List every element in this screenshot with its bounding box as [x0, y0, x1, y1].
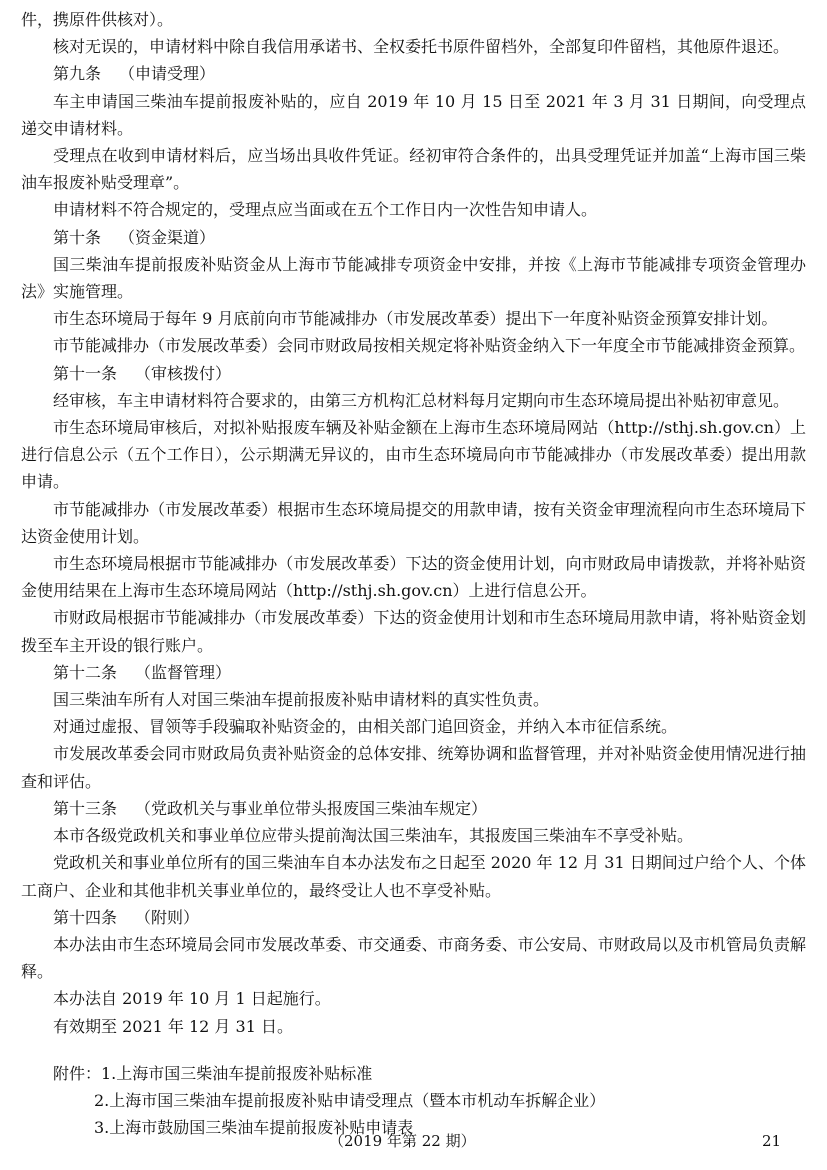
- body-paragraph: 对通过虚报、冒领等手段骗取补贴资金的，由相关部门追回资金，并纳入本市征信系统。: [53, 717, 678, 737]
- body-paragraph: 有效期至 2021 年 12 月 31 日。: [53, 1016, 293, 1036]
- body-paragraph: 受理点在收到申请材料后，应当场出具收件凭证。经初审符合条件的，出具受理凭证并加盖“上海市国三柴油车报废补贴受理章”。: [21, 146, 806, 193]
- attachment-item: 2.上海市国三柴油车提前报废补贴申请受理点（暨本市机动车拆解企业）: [94, 1090, 606, 1110]
- attachment-item: 3.上海市鼓励国三柴油车提前报废补贴申请表: [94, 1118, 414, 1138]
- article-heading: [0, 224, 827, 251]
- article-number: 第十一条: [53, 363, 118, 383]
- article-heading: [0, 360, 827, 387]
- article-title: （审核拨付）: [135, 363, 232, 383]
- body-paragraph: 国三柴油车提前报废补贴资金从上海市节能减排专项资金中安排，并按《上海市节能减排专项资金管理办法》实施管理。: [21, 254, 806, 302]
- article-title: （资金渠道）: [119, 227, 216, 247]
- article-number: 第十二条: [53, 662, 118, 682]
- body-paragraph: 经审核，车主申请材料符合要求的，由第三方机构汇总材料每月定期向市生态环境局提出补贴初审意见。: [53, 390, 790, 410]
- body-paragraph: 国三柴油车所有人对国三柴油车提前报废补贴申请材料的真实性负责。: [53, 690, 550, 710]
- body-paragraph: 本办法自 2019 年 10 月 1 日起施行。: [53, 989, 331, 1009]
- attachment-item: 附件：1.上海市国三柴油车提前报废补贴标准: [53, 1063, 373, 1083]
- body-paragraph: 市节能减排办（市发展改革委）会同市财政局按相关规定将补贴资金纳入下一年度全市节能减排资金预算。: [53, 336, 806, 356]
- article-number: 第九条: [53, 64, 102, 84]
- attachment-gap: [0, 1040, 827, 1060]
- article-heading: [0, 60, 827, 87]
- article-number: 第十条: [53, 227, 102, 247]
- article-heading: [0, 659, 827, 686]
- page-number: 21: [762, 1132, 782, 1150]
- article-title: （监督管理）: [135, 662, 232, 682]
- body-paragraph: 本办法由市生态环境局会同市发展改革委、市交通委、市商务委、市公安局、市财政局以及市机管局负责解释。: [21, 934, 806, 982]
- body-paragraph: 车主申请国三柴油车提前报废补贴的，应自 2019 年 10 月 15 日至 2021 年 3 月 31 日期间，向受理点递交申请材料。: [21, 91, 806, 138]
- article-heading: [0, 795, 827, 822]
- paragraph-list: [0, 6, 827, 1040]
- article-title: （党政机关与事业单位带头报废国三柴油车规定）: [135, 798, 488, 818]
- body-paragraph: 本市各级党政机关和事业单位应带头提前淘汰国三柴油车，其报废国三柴油车不享受补贴。: [53, 826, 694, 846]
- body-paragraph: 核对无误的，申请材料中除自我信用承诺书、全权委托书原件留档外，全部复印件留档，其他原件退还。: [53, 37, 790, 57]
- body-paragraph: 市生态环境局于每年 9 月底前向市节能减排办（市发展改革委）提出下一年度补贴资金预算安排计划。: [53, 309, 778, 329]
- body-paragraph: 市节能减排办（市发展改革委）根据市生态环境局提交的用款申请，按有关资金审理流程向市生态环境局下达资金使用计划。: [21, 499, 806, 546]
- article-number: 第十四条: [53, 907, 118, 927]
- article-title: （附则）: [135, 907, 200, 927]
- page-footer: [0, 1127, 827, 1155]
- body-paragraph: 申请材料不符合规定的，受理点应当面或在五个工作日内一次性告知申请人。: [53, 200, 598, 220]
- body-paragraph: 市财政局根据市节能减排办（市发展改革委）下达的资金使用计划和市生态环境局用款申请，将补贴资金划拨至车主开设的银行账户。: [21, 608, 806, 655]
- document-body: [0, 6, 827, 1141]
- article-title: （申请受理）: [119, 64, 216, 84]
- article-number: 第十三条: [53, 798, 118, 818]
- article-heading: [0, 904, 827, 931]
- continued-paragraph: 件，携原件供核对）。: [21, 10, 174, 29]
- body-paragraph: 市生态环境局根据市节能减排办（市发展改革委）下达的资金使用计划，向市财政局申请拨款，并将补贴资金使用结果在上海市生态环境局网站（http://sthj.sh.gov.cn）上进行信息公开。: [21, 554, 806, 601]
- body-paragraph: 市生态环境局审核后，对拟补贴报废车辆及补贴金额在上海市生态环境局网站（http://sthj.sh.gov.cn）上进行信息公示（五个工作日），公示期满无异议的，由市生态环境局向市节能减排办（市发展改革委）提出用款申请。: [21, 418, 806, 492]
- body-paragraph: 市发展改革委会同市财政局负责补贴资金的总体安排、统筹协调和监督管理，并对补贴资金使用情况进行抽查和评估。: [21, 744, 806, 791]
- issue-label: （2019 年第 22 期）: [329, 1132, 476, 1150]
- body-paragraph: 党政机关和事业单位所有的国三柴油车自本办法发布之日起至 2020 年 12 月 31 日期间过户给个人、个体工商户、企业和其他非机关事业单位的，最终受让人也不享受补贴。: [21, 853, 806, 900]
